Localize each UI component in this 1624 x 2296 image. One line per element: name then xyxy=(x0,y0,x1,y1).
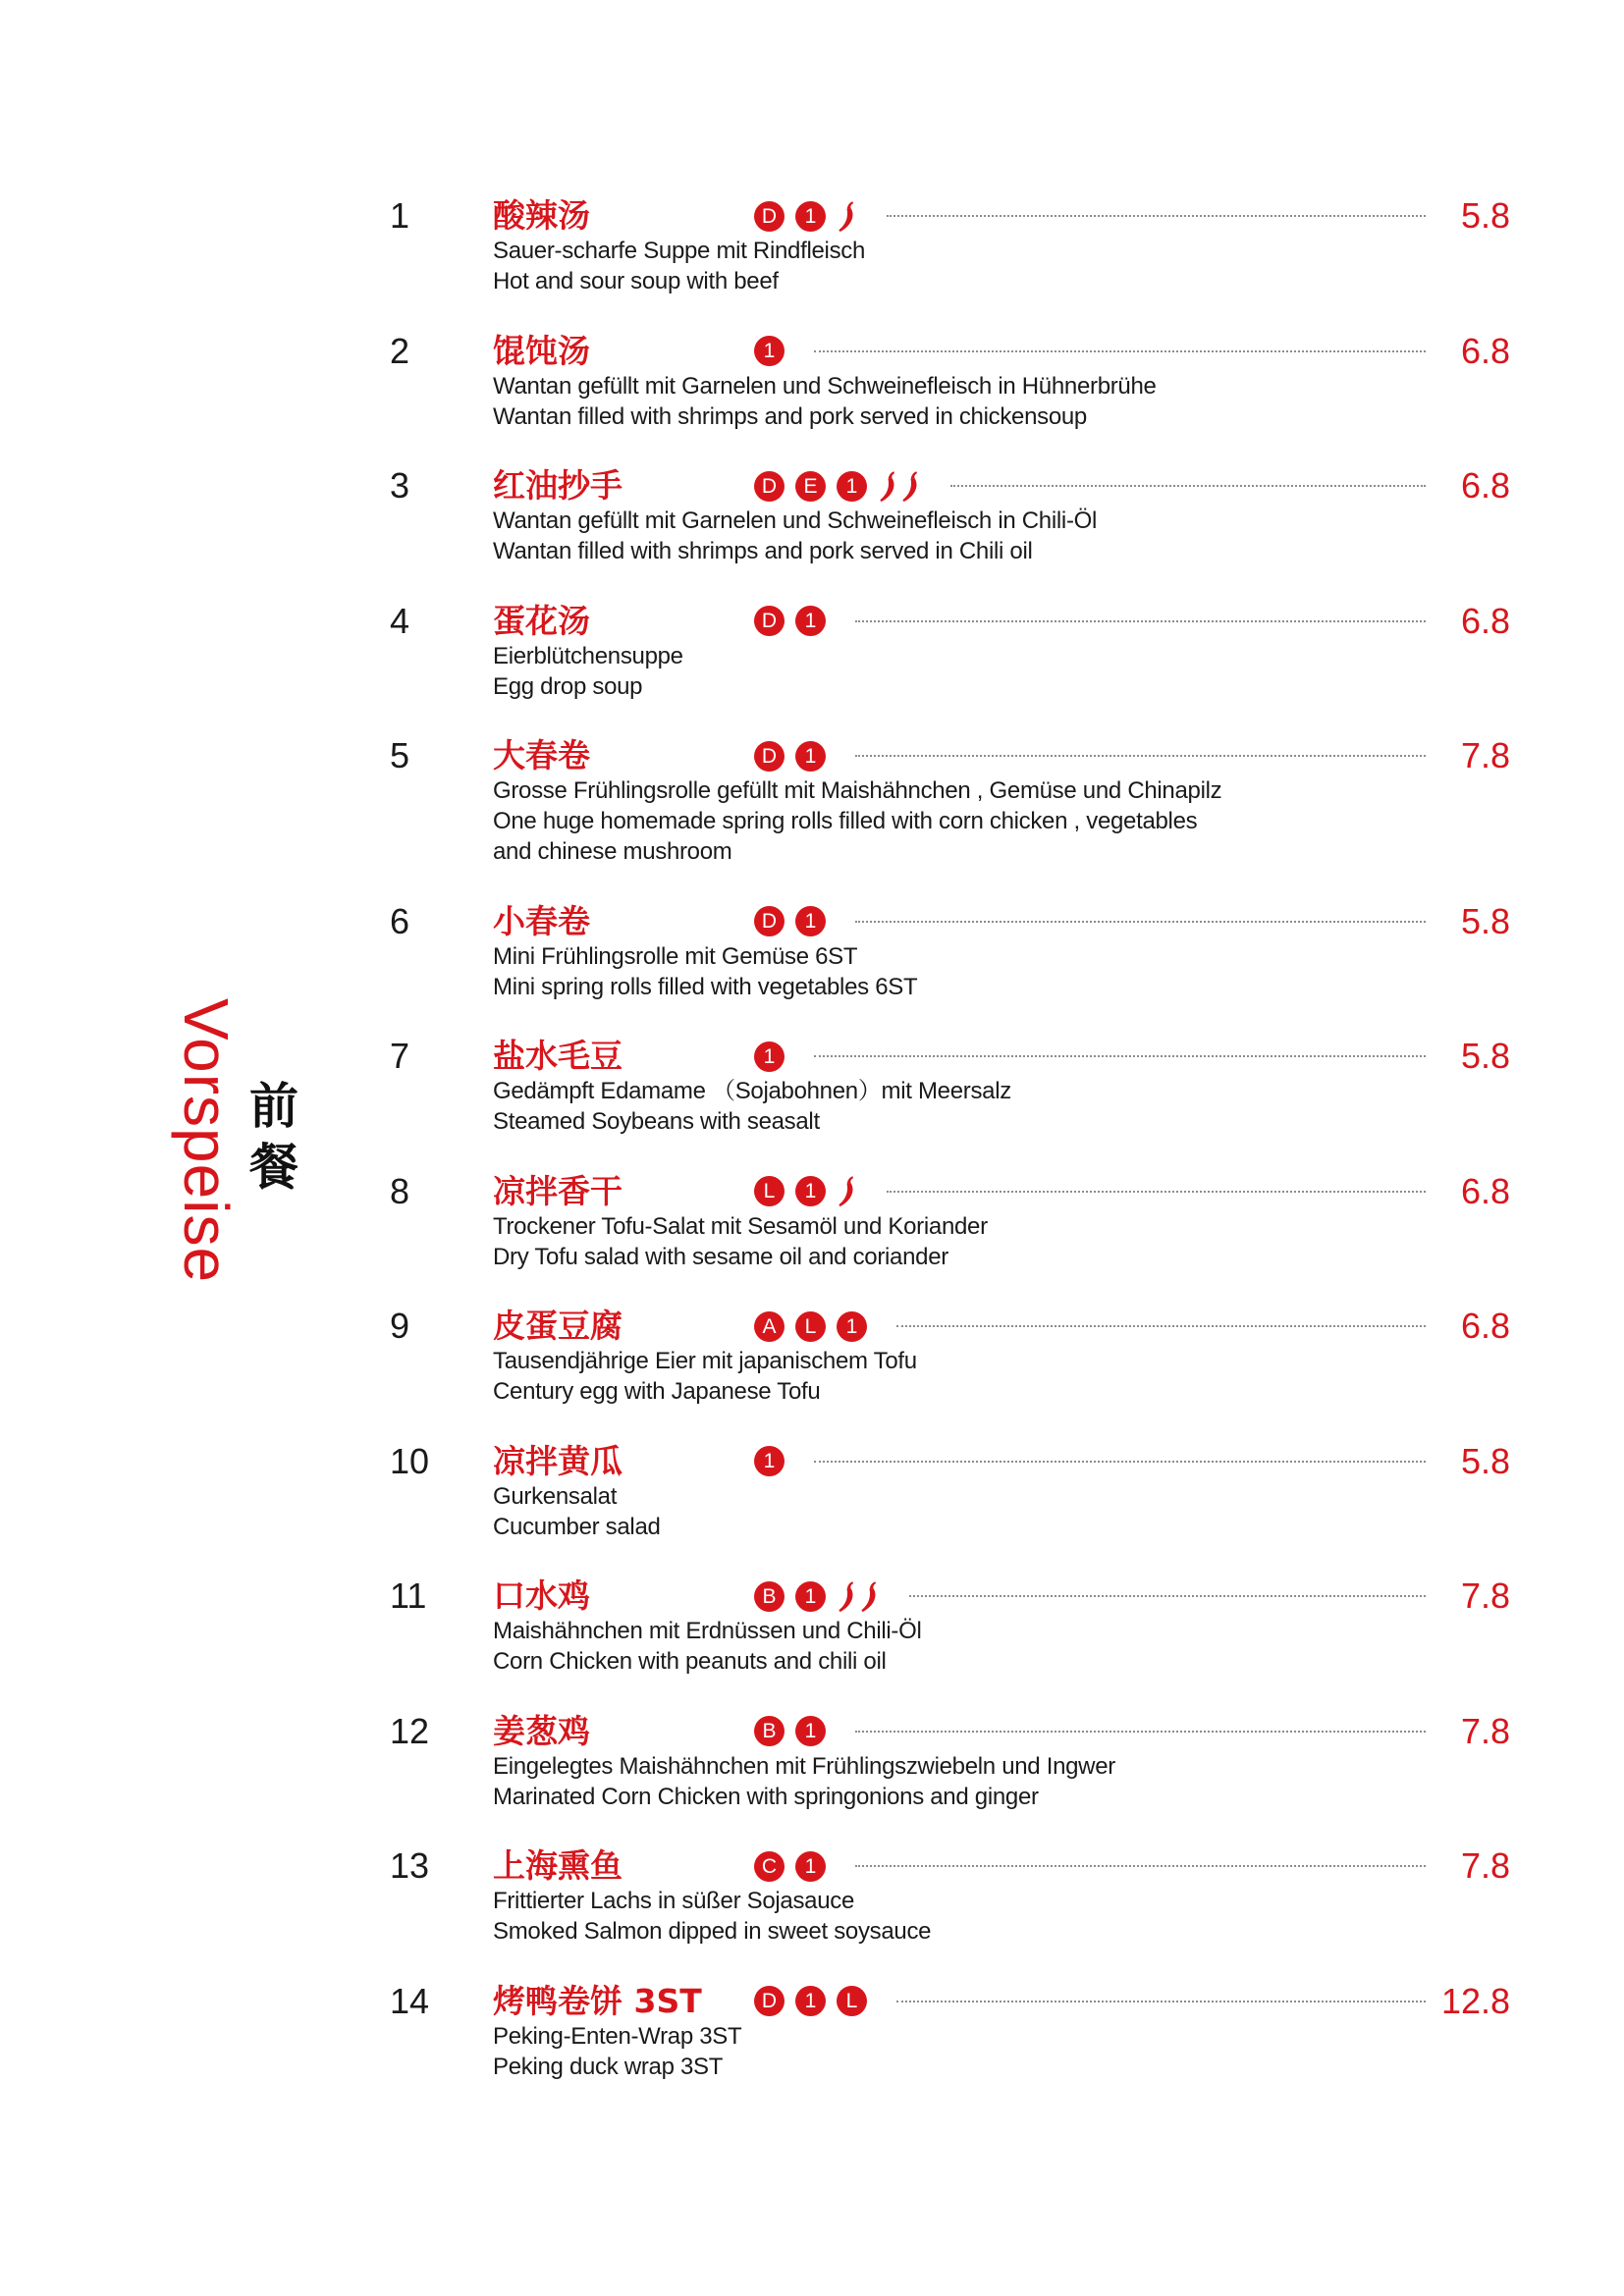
item-head-row xyxy=(390,1442,1510,1481)
menu-item xyxy=(390,1846,1510,1947)
dotted-leader xyxy=(896,1325,1426,1327)
item-name-cn: 皮蛋豆腐 xyxy=(493,1307,623,1345)
allergen-badge: 1 xyxy=(795,741,826,772)
item-description-de: Grosse Frühlingsrolle gefüllt mit Maishähnchen , Gemüse und Chinapilz xyxy=(493,777,1222,804)
item-price: 6.8 xyxy=(1460,1306,1510,1346)
item-name-cn: 蛋花汤 xyxy=(493,601,590,640)
item-number: 9 xyxy=(390,1306,410,1346)
dotted-leader xyxy=(887,215,1426,217)
allergen-badge: L xyxy=(754,1176,785,1206)
menu-item xyxy=(390,1442,1510,1542)
allergen-badge: 1 xyxy=(795,201,826,232)
allergen-badge: 1 xyxy=(754,336,785,366)
menu-item xyxy=(390,1982,1510,2082)
item-head-row xyxy=(390,902,1510,941)
dotted-leader xyxy=(909,1595,1426,1597)
allergen-badges xyxy=(754,1311,867,1342)
item-price: 5.8 xyxy=(1460,1440,1510,1481)
allergen-badge: A xyxy=(754,1311,785,1342)
allergen-badge: L xyxy=(837,1986,867,2016)
item-price: 6.8 xyxy=(1460,465,1510,506)
menu-item xyxy=(390,1576,1510,1677)
allergen-badge: E xyxy=(795,471,826,502)
allergen-badge: B xyxy=(754,1581,785,1612)
menu-item xyxy=(390,1037,1510,1137)
item-price: 7.8 xyxy=(1460,1845,1510,1886)
allergen-badge: 1 xyxy=(795,1176,826,1206)
item-description: Peking duck wrap 3ST xyxy=(493,2053,724,2080)
item-description: One huge homemade spring rolls filled with corn chicken , vegetables xyxy=(493,808,1198,834)
item-number: 7 xyxy=(390,1036,410,1076)
chili-icon xyxy=(878,470,898,503)
allergen-badge: 1 xyxy=(795,1581,826,1612)
item-description-de: Tausendjährige Eier mit japanischem Tofu xyxy=(493,1348,917,1374)
allergen-badges xyxy=(754,1446,785,1476)
item-number: 1 xyxy=(390,195,410,236)
item-price: 7.8 xyxy=(1460,1575,1510,1616)
dotted-leader xyxy=(855,921,1426,923)
allergen-badge: 1 xyxy=(795,1851,826,1882)
spicy-indicator xyxy=(837,200,857,233)
allergen-badge: D xyxy=(754,606,785,636)
item-description: Cucumber salad xyxy=(493,1513,661,1540)
allergen-badge: 1 xyxy=(754,1041,785,1072)
item-number: 8 xyxy=(390,1170,410,1211)
menu-item xyxy=(390,1307,1510,1407)
item-number: 6 xyxy=(390,900,410,941)
item-description-de: Gedämpft Edamame （Sojabohnen）mit Meersalz xyxy=(493,1078,1011,1104)
item-description: Hot and sour soup with beef xyxy=(493,268,779,294)
chili-icon xyxy=(837,1580,857,1613)
item-name-cn: 上海熏鱼 xyxy=(493,1846,623,1885)
item-head-row xyxy=(390,196,1510,236)
allergen-badges xyxy=(754,200,857,233)
dotted-leader xyxy=(855,1731,1426,1733)
item-head-row xyxy=(390,1712,1510,1751)
item-description: Smoked Salmon dipped in sweet soysauce xyxy=(493,1918,932,1945)
item-description-de: Gurkensalat xyxy=(493,1482,618,1510)
item-head-row xyxy=(390,1982,1510,2021)
item-name-cn: 红油抄手 xyxy=(493,466,623,505)
dotted-leader xyxy=(814,350,1426,352)
allergen-badge: D xyxy=(754,906,785,936)
item-head-row xyxy=(390,1037,1510,1076)
allergen-badges xyxy=(754,1716,826,1746)
item-description-de: Frittierter Lachs in süßer Sojasauce xyxy=(493,1888,855,1914)
allergen-badge: 1 xyxy=(837,471,867,502)
item-description-de: Peking-Enten-Wrap 3ST xyxy=(493,2022,742,2050)
item-price: 6.8 xyxy=(1460,330,1510,371)
allergen-badge: D xyxy=(754,201,785,232)
item-description: Wantan filled with shrimps and pork served in Chili oil xyxy=(493,538,1033,564)
allergen-badges xyxy=(754,906,826,936)
allergen-badge: 1 xyxy=(795,906,826,936)
item-description-de: Maishähnchen mit Erdnüssen und Chili-Öl xyxy=(493,1618,922,1644)
item-head-row xyxy=(390,332,1510,371)
item-price: 7.8 xyxy=(1460,735,1510,775)
item-number: 14 xyxy=(390,1980,430,2021)
item-description-de: Mini Frühlingsrolle mit Gemüse 6ST xyxy=(493,942,858,970)
item-name-cn: 盐水毛豆 xyxy=(493,1037,623,1075)
menu-item xyxy=(390,1712,1510,1812)
item-description-de: Eingelegtes Maishähnchen mit Frühlingszwiebeln und Ingwer xyxy=(493,1752,1115,1780)
item-name-cn: 口水鸡 xyxy=(493,1576,590,1615)
item-number: 5 xyxy=(390,735,410,775)
item-description: Corn Chicken with peanuts and chili oil xyxy=(493,1648,887,1675)
spicy-indicator xyxy=(837,1175,857,1207)
dotted-leader xyxy=(887,1191,1426,1193)
item-name-cn: 烤鸭卷饼 3ST xyxy=(493,1981,702,2020)
item-price: 5.8 xyxy=(1460,1036,1510,1076)
allergen-badge: 1 xyxy=(795,1716,826,1746)
chili-icon xyxy=(837,1175,857,1207)
item-price: 6.8 xyxy=(1460,600,1510,641)
menu-item xyxy=(390,902,1510,1002)
item-name-cn: 小春卷 xyxy=(493,901,590,940)
menu-item xyxy=(390,1172,1510,1272)
allergen-badges xyxy=(754,1851,826,1882)
chili-icon xyxy=(900,470,921,503)
dotted-leader xyxy=(814,1461,1426,1463)
dotted-leader xyxy=(855,1865,1426,1867)
allergen-badges xyxy=(754,336,785,366)
item-description-de: Wantan gefüllt mit Garnelen und Schweinefleisch in Chili-Öl xyxy=(493,507,1098,534)
item-number: 11 xyxy=(390,1575,427,1616)
item-name-cn: 凉拌黄瓜 xyxy=(493,1441,623,1480)
item-description: Egg drop soup xyxy=(493,672,643,700)
allergen-badge: 1 xyxy=(837,1311,867,1342)
menu-item xyxy=(390,602,1510,702)
item-number: 4 xyxy=(390,600,410,641)
item-number: 2 xyxy=(390,330,410,371)
item-description: Steamed Soybeans with seasalt xyxy=(493,1108,820,1135)
item-description: Wantan filled with shrimps and pork served in chickensoup xyxy=(493,402,1087,430)
item-price: 5.8 xyxy=(1460,195,1510,236)
allergen-badges xyxy=(754,1175,857,1207)
item-name-cn: 大春卷 xyxy=(493,736,590,774)
item-price: 5.8 xyxy=(1460,900,1510,941)
item-description-de: Sauer-scharfe Suppe mit Rindfleisch xyxy=(493,238,866,264)
spicy-indicator xyxy=(878,470,921,503)
allergen-badges xyxy=(754,470,921,503)
item-price: 12.8 xyxy=(1441,1980,1511,2021)
item-description: Century egg with Japanese Tofu xyxy=(493,1378,821,1405)
allergen-badges xyxy=(754,1041,785,1072)
item-description: Dry Tofu salad with sesame oil and coriander xyxy=(493,1243,948,1270)
section-title-cn: 前餐 xyxy=(242,1080,298,1201)
item-description: Mini spring rolls filled with vegetables 6ST xyxy=(493,973,918,1000)
item-head-row xyxy=(390,602,1510,641)
item-description: Marinated Corn Chicken with springonions and ginger xyxy=(493,1783,1039,1810)
allergen-badges xyxy=(754,1986,867,2016)
allergen-badge: 1 xyxy=(795,1986,826,2016)
item-number: 13 xyxy=(390,1845,430,1886)
item-description-de: Eierblütchensuppe xyxy=(493,642,683,669)
section-title-de: Vorspeise xyxy=(171,997,242,1284)
item-name-cn: 酸辣汤 xyxy=(493,196,590,235)
item-name-cn: 凉拌香干 xyxy=(493,1171,623,1210)
allergen-badges xyxy=(754,1580,880,1613)
item-head-row xyxy=(390,1307,1510,1346)
item-number: 10 xyxy=(390,1440,430,1481)
allergen-badge: D xyxy=(754,1986,785,2016)
menu-item xyxy=(390,736,1510,867)
menu-item xyxy=(390,466,1510,566)
menu-item xyxy=(390,196,1510,296)
dotted-leader xyxy=(814,1055,1426,1057)
dotted-leader xyxy=(855,620,1426,622)
item-description-de: Wantan gefüllt mit Garnelen und Schweinefleisch in Hühnerbrühe xyxy=(493,372,1157,400)
allergen-badge: D xyxy=(754,471,785,502)
chili-icon xyxy=(837,200,857,233)
menu-list xyxy=(390,196,1510,2116)
allergen-badge: D xyxy=(754,741,785,772)
allergen-badge: 1 xyxy=(754,1446,785,1476)
spicy-indicator xyxy=(837,1580,880,1613)
item-head-row xyxy=(390,466,1510,506)
dotted-leader xyxy=(855,755,1426,757)
allergen-badges xyxy=(754,606,826,636)
allergen-badge: 1 xyxy=(795,606,826,636)
dotted-leader xyxy=(950,485,1426,487)
chili-icon xyxy=(859,1580,880,1613)
item-number: 3 xyxy=(390,465,410,506)
item-head-row xyxy=(390,736,1510,775)
item-head-row xyxy=(390,1846,1510,1886)
item-price: 6.8 xyxy=(1460,1170,1510,1211)
item-number: 12 xyxy=(390,1710,430,1751)
allergen-badge: L xyxy=(795,1311,826,1342)
item-description: and chinese mushroom xyxy=(493,838,732,865)
menu-item xyxy=(390,332,1510,432)
dotted-leader xyxy=(896,2001,1426,2002)
item-name-cn: 姜葱鸡 xyxy=(493,1711,590,1750)
allergen-badges xyxy=(754,741,826,772)
item-head-row xyxy=(390,1576,1510,1616)
item-description-de: Trockener Tofu-Salat mit Sesamöl und Koriander xyxy=(493,1212,988,1240)
allergen-badge: C xyxy=(754,1851,785,1882)
item-name-cn: 馄饨汤 xyxy=(493,331,590,370)
item-price: 7.8 xyxy=(1460,1710,1510,1751)
allergen-badge: B xyxy=(754,1716,785,1746)
item-head-row xyxy=(390,1172,1510,1211)
